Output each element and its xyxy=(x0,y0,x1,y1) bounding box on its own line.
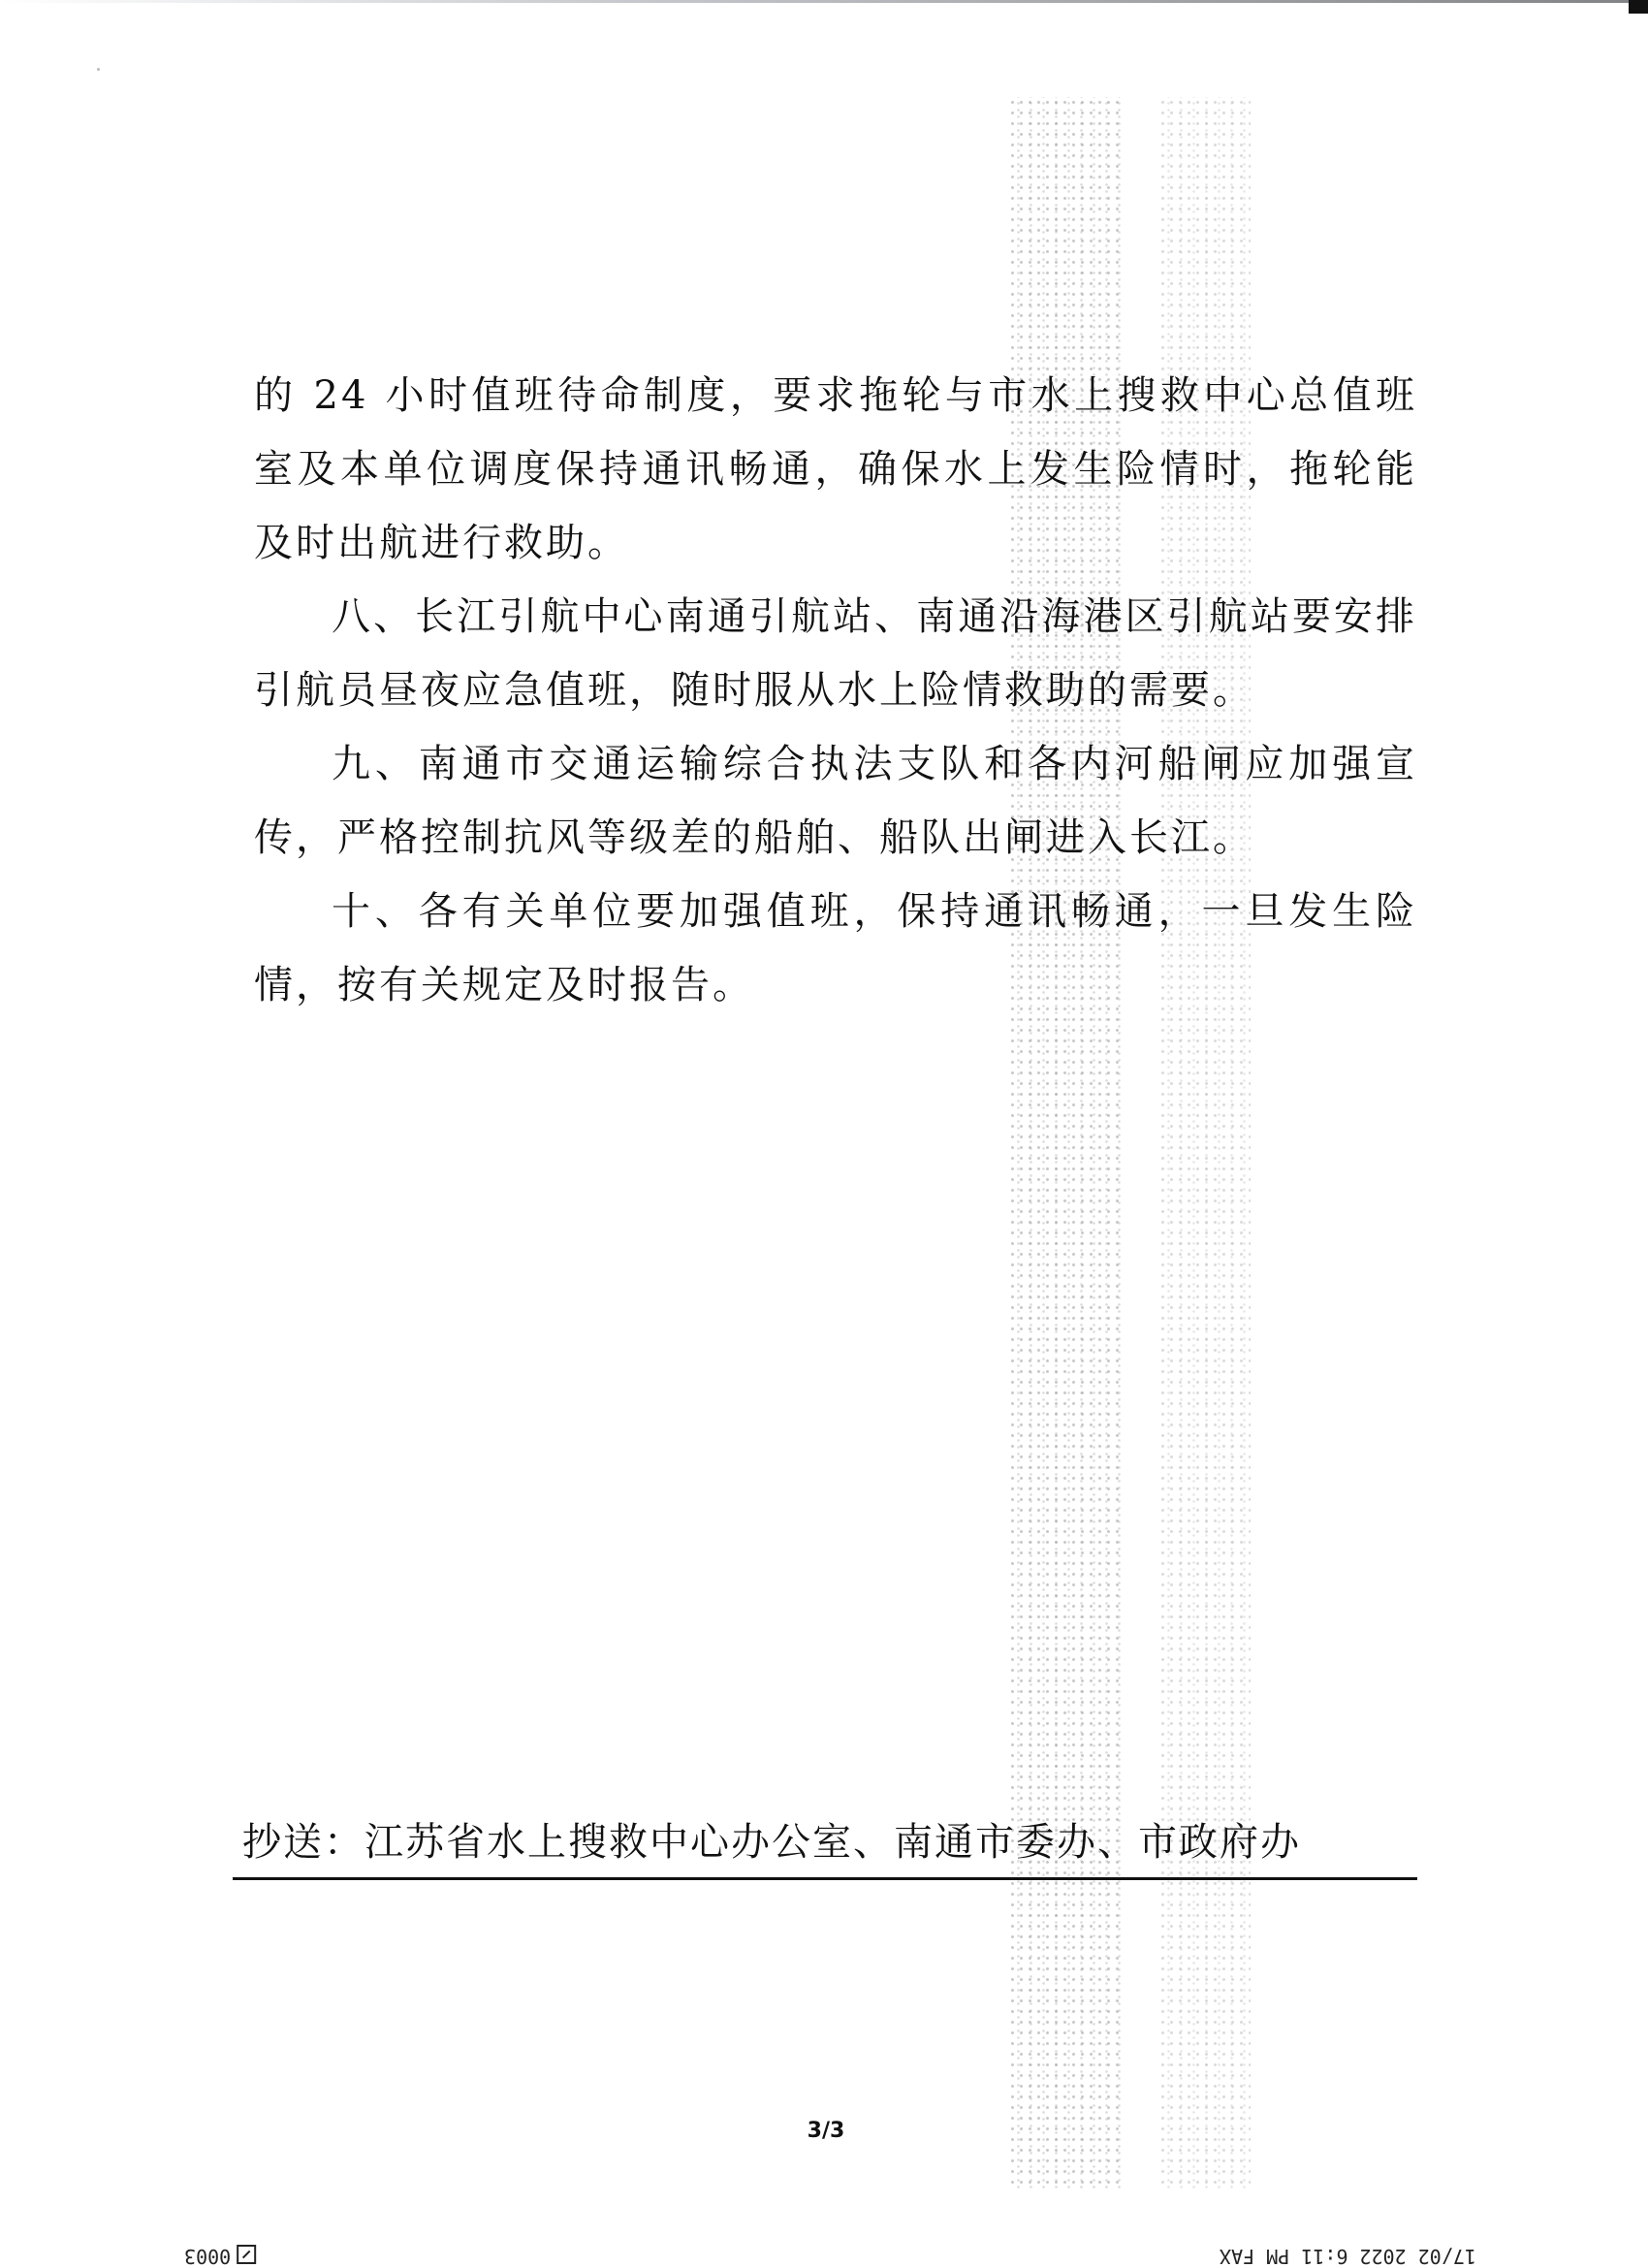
document-body xyxy=(254,359,1417,1022)
fax-checkbox-icon xyxy=(237,2246,256,2265)
cc-recipients: 抄送：江苏省水上搜救中心办公室、南通市委办、市政府办 xyxy=(242,1820,1301,1865)
fax-page-counter xyxy=(184,2245,256,2268)
paragraph-continuation: 的 24 小时值班待命制度，要求拖轮与市水上搜救中心总值班室及本单位调度保持通讯畅通，确保水上发生险情时，拖轮能及时出航进行救助。 xyxy=(254,373,1417,565)
cc-divider xyxy=(233,1877,1417,1880)
page-number: 3/3 xyxy=(807,2119,845,2143)
paragraph-item-nine: 九、南通市交通运输综合执法支队和各内河船闸应加强宣传，严格控制抗风等级差的船舶、船队出闸进入长江。 xyxy=(254,742,1417,860)
paragraph-item-ten: 十、各有关单位要加强值班，保持通讯畅通，一旦发生险情，按有关规定及时报告。 xyxy=(254,889,1417,1007)
scan-corner-mark xyxy=(1629,0,1648,14)
fax-header-line: 17/02 2022 6:11 PM FAX xyxy=(1220,2245,1476,2268)
fax-page-counter-text: 0003 xyxy=(184,2245,232,2268)
paragraph-item-eight: 八、长江引航中心南通引航站、南通沿海港区引航站要安排引航员昼夜应急值班，随时服从水上险情救助的需要。 xyxy=(254,594,1417,713)
scan-edge xyxy=(0,0,1648,3)
scan-speck xyxy=(97,68,100,71)
